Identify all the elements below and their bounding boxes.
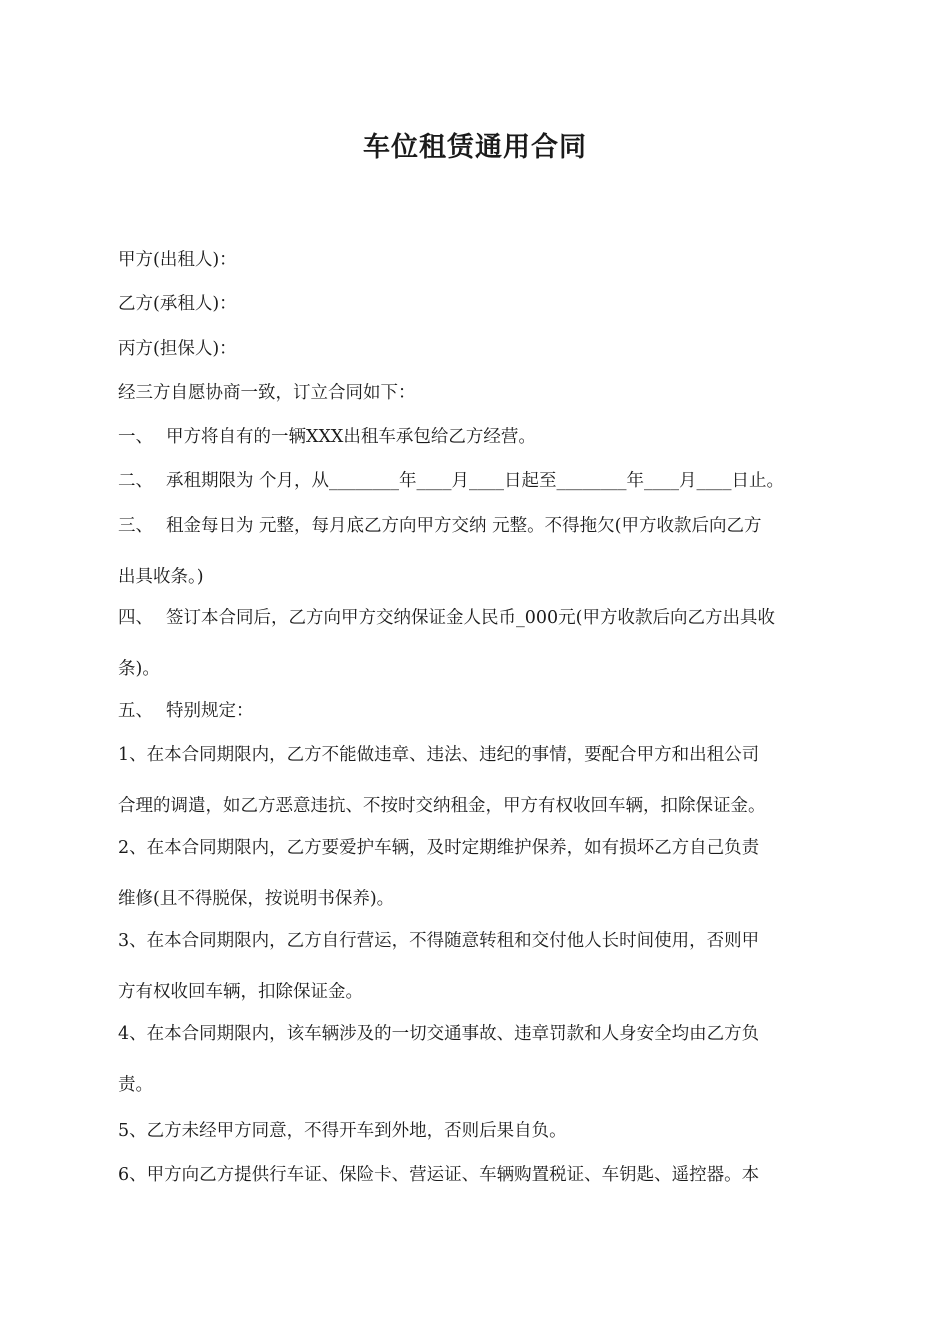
intro-text: 经三方自愿协商一致，订立合同如下： <box>118 383 416 403</box>
party-guarantor: 丙方(担保人)： <box>118 339 237 359</box>
rule-2-line-2: 维修(且不得脱保，按说明书保养)。 <box>118 889 395 909</box>
clause-2 <box>118 468 838 494</box>
rule-5-line-1: 5、乙方未经甲方同意，不得开车到外地，否则后果自负。 <box>118 1121 567 1141</box>
clause-number: 二、 <box>118 471 153 491</box>
rule-3-line-2: 方有权收回车辆，扣除保证金。 <box>118 982 363 1002</box>
clause-number: 四、 <box>118 608 153 628</box>
clause-text: 承租期限为 个月，从________年____月____日起至________年____月____日止。 <box>166 471 785 491</box>
clause-text: 签订本合同后，乙方向甲方交纳保证金人民币_000元(甲方收款后向乙方出具收 <box>166 608 775 628</box>
rule-4-line-1: 4、在本合同期限内，该车辆涉及的一切交通事故、违章罚款和人身安全均由乙方负 <box>118 1024 760 1044</box>
party-lessee: 乙方(承租人)： <box>118 294 237 314</box>
party-lessor: 甲方(出租人)： <box>118 250 237 270</box>
clause-number: 一、 <box>118 427 153 447</box>
clause-1 <box>118 424 838 450</box>
rule-2-line-1: 2、在本合同期限内，乙方要爱护车辆，及时定期维护保养，如有损坏乙方自己负责 <box>118 838 760 858</box>
clause-3 <box>118 513 838 539</box>
clause-text: 甲方将自有的一辆XXX出租车承包给乙方经营。 <box>166 427 536 447</box>
clause-text: 租金每日为 元整，每月底乙方向甲方交纳 元整。不得拖欠(甲方收款后向乙方 <box>166 516 762 536</box>
clause-number: 三、 <box>118 516 153 536</box>
clause-4-continuation: 条)。 <box>118 659 160 679</box>
clause-3-continuation: 出具收条。) <box>118 567 204 587</box>
clause-4 <box>118 605 838 631</box>
clause-number: 五、 <box>118 701 153 721</box>
clause-text: 特别规定： <box>166 701 254 721</box>
rule-4-line-2: 责。 <box>118 1075 153 1095</box>
document-title: 车位租赁通用合同 <box>363 132 587 163</box>
rule-1-line-2: 合理的调遣，如乙方恶意违抗、不按时交纳租金，甲方有权收回车辆，扣除保证金。 <box>118 796 766 816</box>
rule-1-line-1: 1、在本合同期限内，乙方不能做违章、违法、违纪的事情，要配合甲方和出租公司 <box>118 745 760 765</box>
rule-3-line-1: 3、在本合同期限内，乙方自行营运，不得随意转租和交付他人长时间使用，否则甲 <box>118 931 760 951</box>
clause-5 <box>118 698 838 724</box>
rule-6-line-1: 6、甲方向乙方提供行车证、保险卡、营运证、车辆购置税证、车钥匙、遥控器。本 <box>118 1165 760 1185</box>
